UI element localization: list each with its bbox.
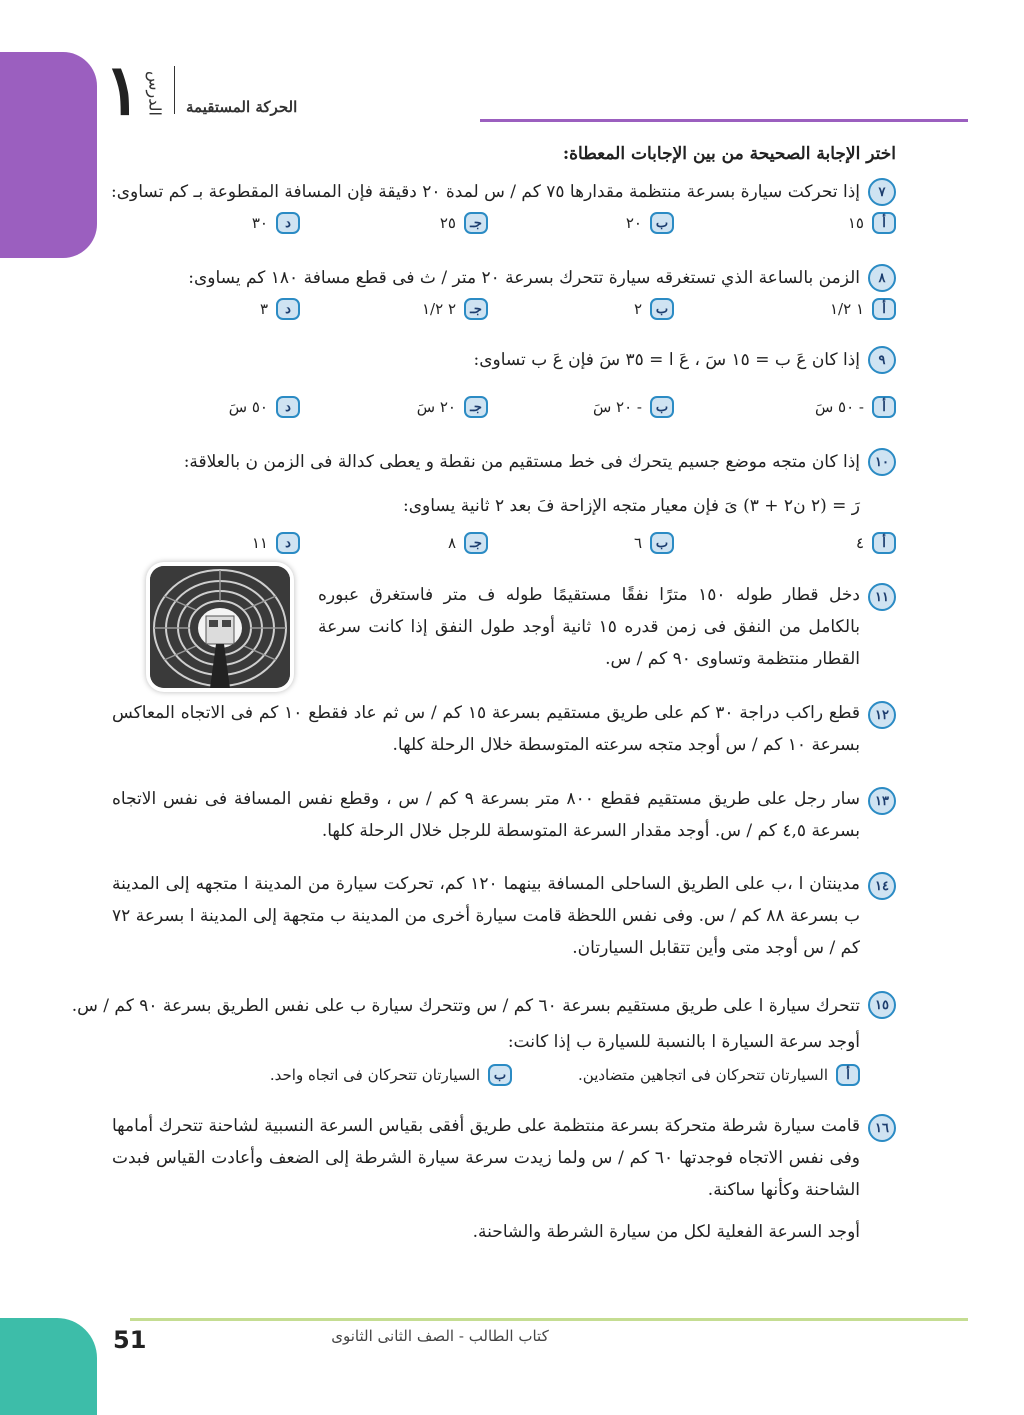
option-a[interactable] bbox=[848, 212, 896, 234]
option-value: - ٢٠ سَ bbox=[592, 398, 642, 416]
option-value: السيارتان تتحركان فى اتجاهين متضادين. bbox=[578, 1066, 828, 1084]
option-d[interactable] bbox=[252, 212, 300, 234]
option-label: د bbox=[276, 212, 300, 234]
train-tunnel-photo bbox=[150, 566, 290, 688]
option-label: جـ bbox=[464, 396, 488, 418]
lesson-number: ١ bbox=[104, 48, 142, 131]
page-number: 51 bbox=[113, 1326, 147, 1354]
option-label: ب bbox=[650, 396, 674, 418]
option-value: ٢٠ bbox=[625, 214, 642, 232]
question-text-2: أوجد السرعة الفعلية لكل من سيارة الشرطة والشاحنة. bbox=[472, 1222, 860, 1242]
option-value: ٣ bbox=[259, 300, 268, 318]
question-number: ١٢ bbox=[868, 701, 896, 729]
footer-rule bbox=[130, 1318, 968, 1321]
teal-corner-tab bbox=[0, 1318, 97, 1415]
question-number: ٧ bbox=[868, 178, 896, 206]
question-number: ١٦ bbox=[868, 1114, 896, 1142]
question-number: ١٤ bbox=[868, 872, 896, 900]
option-d[interactable] bbox=[260, 298, 300, 320]
option-value: ٢ bbox=[633, 300, 642, 318]
option-value: ١ ١/٢ bbox=[829, 300, 864, 318]
question-text: إذا كان عَ ب = ١٥ سَ ، عَ ا = ٣٥ سَ فإن عَ ب تساوى: bbox=[473, 350, 860, 370]
question-text: دخل قطار طوله ١٥٠ مترًا نفقًا مستقيمًا طوله ف متر فاستغرق عبوره بالكامل من النفق فى زمن قدره ١٥ ثانية أوجد طول النفق إذا كانت سرعة القطار منتظمة وتساوى ٩٠ كم / س. bbox=[318, 585, 860, 669]
option-value: ١١ bbox=[251, 534, 268, 552]
question-text: مدينتان ا ،ب على الطريق الساحلى المسافة بينهما ١٢٠ كم، تحركت سيارة من المدينة ا متجهه إلى المدينة ب بسرعة ٨٨ كم / س. وفى نفس اللحظة قامت سيارة أخرى من المدينة ب متجهة إلى المدينة ا بسرعة ٧٢ كم / س أوجد متى وأين تتقابل السيارتان. bbox=[112, 874, 860, 958]
option-label: أ bbox=[872, 212, 896, 234]
option-value: ٥٠ سَ bbox=[228, 398, 268, 416]
question-text: قطع راكب دراجة ٣٠ كم على طريق مستقيم بسرعة ١٥ كم / س ثم عاد فقطع ١٠ كم فى الاتجاه المعاكس بسرعة ١٠ كم / س أوجد متجه سرعته المتوسطة خلال الرحلة كلها. bbox=[112, 703, 860, 755]
question-text: الزمن بالساعة الذي تستغرقه سيارة تتحرك بسرعة ٢٠ متر / ث فى قطع مسافة ١٨٠ كم يساوى: bbox=[188, 268, 860, 288]
option-label: ب bbox=[650, 532, 674, 554]
question-number: ٨ bbox=[868, 264, 896, 292]
option-c[interactable] bbox=[417, 396, 488, 418]
instruction: اختر الإجابة الصحيحة من بين الإجابات المعطاة: bbox=[562, 144, 896, 164]
question-text-2: أوجد سرعة السيارة ا بالنسبة للسيارة ب إذا كانت: bbox=[507, 1032, 860, 1052]
option-a[interactable] bbox=[856, 532, 896, 554]
question-text: إذا كان متجه موضع جسيم يتحرك فى خط مستقيم من نقطة و يعطى كدالة فى الزمن ن بالعلاقة: bbox=[183, 452, 860, 472]
question-text: قامت سيارة شرطة متحركة بسرعة منتظمة على طريق أفقى بقياس السرعة النسبية لشاحنة تتحرك أمامها وفى نفس الاتجاه فوجدتها ٦٠ كم / س ولما زيدت سرعة سيارة الشرطة إلى الضعف وأعادت القياس فبدت الشاحنة وكأنها ساكنة. bbox=[112, 1116, 860, 1200]
option-a[interactable] bbox=[578, 1064, 860, 1086]
option-label: أ bbox=[836, 1064, 860, 1086]
option-c[interactable] bbox=[448, 532, 488, 554]
option-label: جـ bbox=[464, 212, 488, 234]
purple-side-tab bbox=[0, 52, 97, 258]
option-label: جـ bbox=[464, 532, 488, 554]
option-value: ٨ bbox=[447, 534, 456, 552]
option-value: ٢٠ سَ bbox=[416, 398, 456, 416]
lesson-topic: الحركة المستقيمة bbox=[186, 98, 298, 116]
option-label: ب bbox=[650, 212, 674, 234]
header-rule bbox=[480, 119, 968, 122]
option-c[interactable] bbox=[422, 298, 488, 320]
option-b[interactable] bbox=[593, 396, 674, 418]
option-b[interactable] bbox=[270, 1064, 512, 1086]
option-label: د bbox=[276, 396, 300, 418]
option-value: السيارتان تتحركان فى اتجاه واحد. bbox=[269, 1066, 480, 1084]
option-label: ب bbox=[650, 298, 674, 320]
question-number: ١٥ bbox=[868, 991, 896, 1019]
question-number: ١٠ bbox=[868, 448, 896, 476]
question-number: ١١ bbox=[868, 583, 896, 611]
question-text: تتحرك سيارة ا على طريق مستقيم بسرعة ٦٠ كم / س وتتحرك سيارة ب على نفس الطريق بسرعة ٩٠ كم / س. bbox=[71, 996, 860, 1016]
option-b[interactable] bbox=[634, 298, 674, 320]
book-title: كتاب الطالب - الصف الثانى الثانوى bbox=[331, 1327, 549, 1345]
question-text: سار رجل على طريق مستقيم فقطع ٨٠٠ متر بسرعة ٩ كم / س ، وقطع نفس المسافة فى نفس الاتجاه بسرعة ٤,٥ كم / س. أوجد مقدار السرعة المتوسطة للرجل خلال الرحلة كلها. bbox=[112, 789, 860, 841]
option-b[interactable] bbox=[626, 212, 674, 234]
question-text-2: رَ = (٢ ن٢ + ٣) ىَ فإن معيار متجه الإزاحة فَ بعد ٢ ثانية يساوى: bbox=[403, 496, 860, 516]
question-text: إذا تحركت سيارة بسرعة منتظمة مقدارها ٧٥ كم / س لمدة ٢٠ دقيقة فإن المسافة المقطوعة بـ كم تساوى: bbox=[111, 182, 860, 202]
option-value: ١٥ bbox=[847, 214, 864, 232]
option-value: ٢ ١/٢ bbox=[421, 300, 456, 318]
option-value: ٤ bbox=[855, 534, 864, 552]
option-c[interactable] bbox=[440, 212, 488, 234]
option-value: ٣٠ bbox=[251, 214, 268, 232]
option-b[interactable] bbox=[634, 532, 674, 554]
header-separator bbox=[174, 66, 175, 114]
option-label: جـ bbox=[464, 298, 488, 320]
option-a[interactable] bbox=[830, 298, 896, 320]
option-label: أ bbox=[872, 298, 896, 320]
option-d[interactable] bbox=[229, 396, 300, 418]
option-label: د bbox=[276, 532, 300, 554]
option-label: أ bbox=[872, 532, 896, 554]
option-d[interactable] bbox=[252, 532, 300, 554]
option-value: ٢٥ bbox=[439, 214, 456, 232]
option-value: - ٥٠ سَ bbox=[814, 398, 864, 416]
question-number: ٩ bbox=[868, 346, 896, 374]
option-value: ٦ bbox=[633, 534, 642, 552]
option-label: أ bbox=[872, 396, 896, 418]
question-number: ١٣ bbox=[868, 787, 896, 815]
option-label: د bbox=[276, 298, 300, 320]
option-label: ب bbox=[488, 1064, 512, 1086]
option-a[interactable] bbox=[815, 396, 896, 418]
lesson-label: الدرس bbox=[145, 70, 165, 116]
